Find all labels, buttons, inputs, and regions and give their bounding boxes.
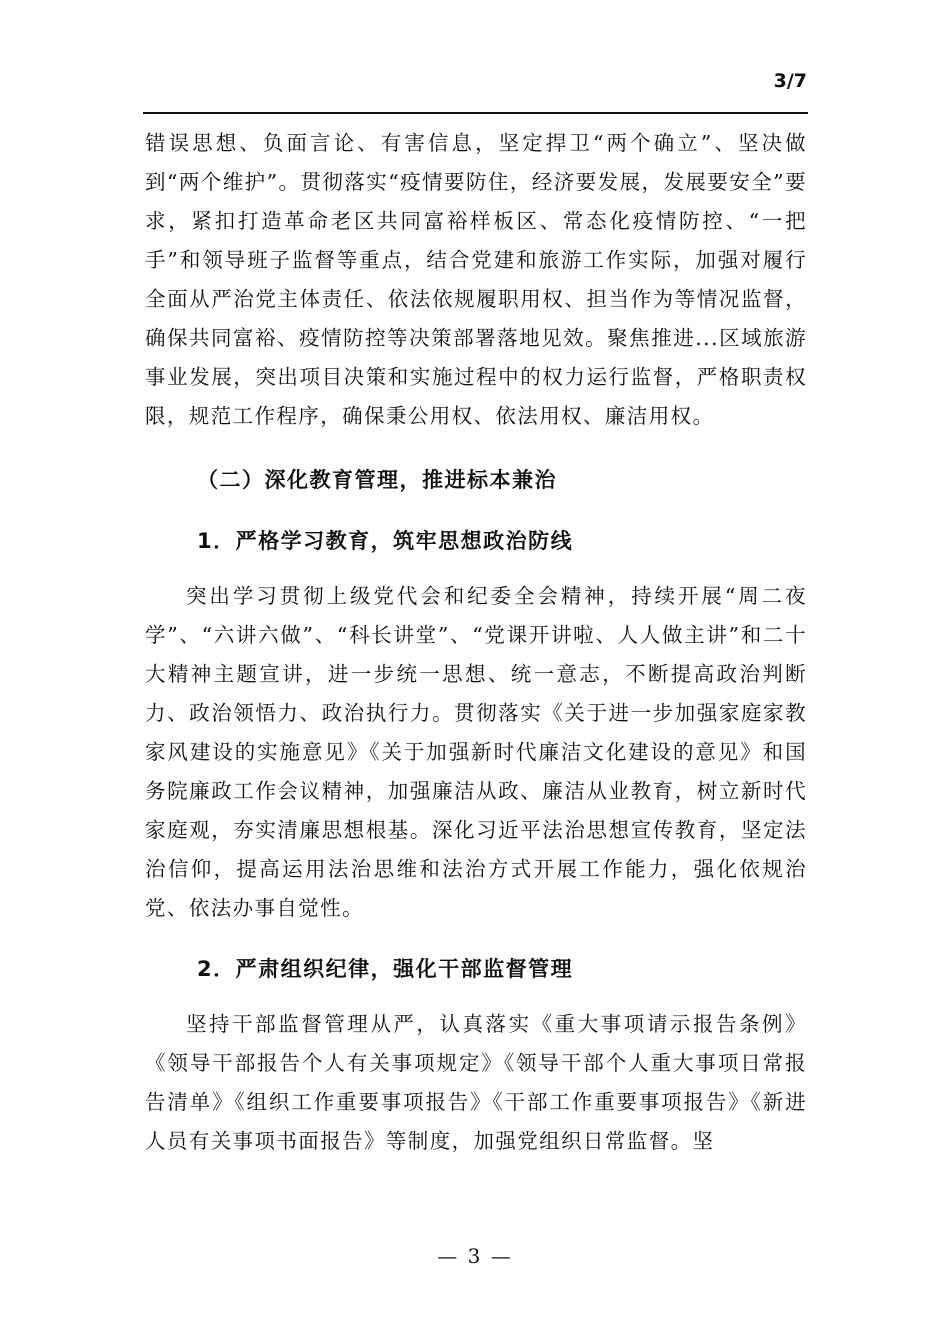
subsection-heading-2: 2．严肃组织纪律，强化干部监督管理 [197,957,574,981]
page-number: — 3 — [437,1244,513,1268]
subsection-heading-1: 1．严格学习教育，筑牢思想政治防线 [197,529,574,553]
document-body [145,124,807,1161]
section-heading: （二）深化教育管理，推进标本兼治 [197,468,557,492]
paragraph-study-education: 突出学习贯彻上级党代会和纪委全会精神，持续开展“周二夜学”、“六讲六做”、“科长讲堂”、“党课开讲啦、人人做主讲”和二十大精神主题宣讲，进一步统一思想、统一意志，不断提高政治判断力、政治领悟力、政治执行力。贯彻落实《关于进一步加强家庭家教家风建设的实施意见》《关于加强新时代廉洁文化建设的意见》和国务院廉政工作会议精神，加强廉洁从政、廉洁从业教育，树立新时代家庭观，夯实清廉思想根基。深化习近平法治思想宣传教育，坚定法治信仰，提高运用法治思维和法治方式开展工作能力，强化依规治党、依法办事自觉性。 [145,584,807,920]
paragraph-continued: 错误思想、负面言论、有害信息，坚定捍卫“两个确立”、坚决做到“两个维护”。贯彻落实“疫情要防住，经济要发展，发展要安全”要求，紧扣打造革命老区共同富裕样板区、常态化疫情防控、“一把手”和领导班子监督等重点，结合党建和旅游工作实际，加强对履行全面从严治党主体责任、依法依规履职用权、担当作为等情况监督，确保共同富裕、疫情防控等决策部署落地见效。聚焦推进...区域旅游事业发展，突出项目决策和实施过程中的权力运行监督，严格职责权限，规范工作程序，确保秉公用权、依法用权、廉洁用权。 [145,131,807,428]
paragraph-cadre-supervision: 坚持干部监督管理从严，认真落实《重大事项请示报告条例》《领导干部报告个人有关事项规定》《领导干部个人重大事项日常报告清单》《组织工作重要事项报告》《干部工作重要事项报告》《新进人员有关事项书面报告》等制度，加强党组织日常监督。坚 [145,1012,807,1153]
header-rule [143,112,808,114]
page-counter: 3/7 [773,70,807,92]
